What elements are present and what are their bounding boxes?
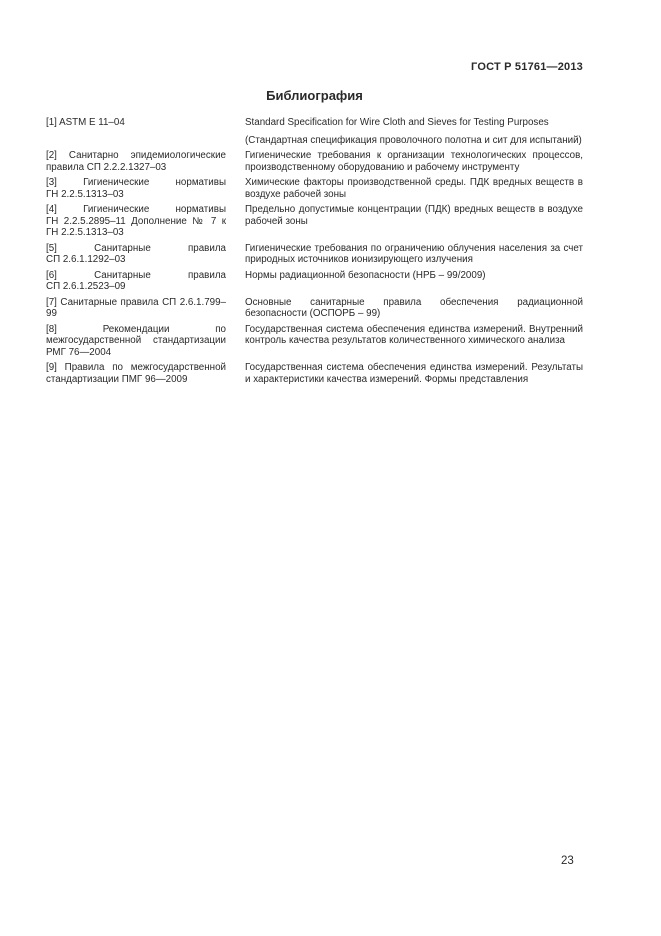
entry-reference: [7] Санитарные правила СП 2.6.1.799–99 xyxy=(46,296,226,319)
bibliography-entry xyxy=(46,297,583,320)
bibliography-entry xyxy=(46,150,583,173)
page-title: Библиография xyxy=(266,88,363,103)
doc-code-header: ГОСТ Р 51761—2013 xyxy=(471,61,583,73)
entry-description xyxy=(245,324,583,359)
entry-description xyxy=(245,204,583,239)
entry-reference: [4] Гигиенические нормативы ГН 2.2.5.2895–11 Дополнение № 7 к ГН 2.2.5.1313–03 xyxy=(46,204,226,238)
entry-reference: [2] Санитарно эпидемиологические правила СП 2.2.2.1327–03 xyxy=(46,150,226,173)
entry-reference: [9] Правила по межгосударственной стандартизации ПМГ 96—2009 xyxy=(46,362,226,385)
bibliography-entry xyxy=(46,270,583,293)
page-content xyxy=(46,61,583,389)
entry-description xyxy=(245,177,583,200)
description-paragraph: Предельно допустимые концентрации (ПДК) вредных веществ в воздухе рабочей зоны xyxy=(245,204,583,227)
entry-description xyxy=(245,243,583,266)
bibliography-entry xyxy=(46,204,583,239)
bibliography-entry xyxy=(46,177,583,200)
description-paragraph: (Стандартная спецификация проволочного полотна и сит для испытаний) xyxy=(245,134,582,146)
bibliography-entry xyxy=(46,324,583,359)
entry-description xyxy=(245,270,583,293)
entry-reference: [1] ASTM E 11–04 xyxy=(46,117,125,128)
description-paragraph: Химические факторы производственной среды. ПДК вредных веществ в воздухе рабочей зоны xyxy=(245,177,583,200)
description-paragraph: Государственная система обеспечения единства измерений. Результаты и характеристики качества измерений. Формы представления xyxy=(245,362,583,385)
bibliography-entry xyxy=(46,362,583,385)
entry-reference: [6] Санитарные правила СП 2.6.1.2523–09 xyxy=(46,269,226,292)
description-paragraph: Основные санитарные правила обеспечения радиационной безопасности (ОСПОРБ – 99) xyxy=(245,296,583,319)
description-paragraph: Standard Specification for Wire Cloth and Sieves for Testing Purposes xyxy=(245,117,549,128)
bibliography-list xyxy=(46,117,583,385)
description-paragraph: Государственная система обеспечения единства измерений. Внутренний контроль качества результатов количественного химического анализа xyxy=(245,323,583,346)
description-paragraph: Нормы радиационной безопасности (НРБ – 99/2009) xyxy=(245,269,486,281)
entry-description xyxy=(245,362,583,385)
entry-description xyxy=(245,150,583,173)
description-paragraph: Гигиенические требования к организации технологических процессов, производственному оборудованию и рабочему инструменту xyxy=(245,150,583,173)
entry-reference: [3] Гигиенические нормативы ГН 2.2.5.1313–03 xyxy=(46,177,226,200)
bibliography-entry xyxy=(46,243,583,266)
description-paragraph: Гигиенические требования по ограничению облучения населения за счет природных источников ионизирующего излучения xyxy=(245,242,583,265)
page-number: 23 xyxy=(561,855,574,867)
entry-description xyxy=(245,297,583,320)
entry-description xyxy=(245,117,583,146)
bibliography-entry xyxy=(46,117,583,146)
entry-reference: [5] Санитарные правила СП 2.6.1.1292–03 xyxy=(46,242,226,265)
entry-reference: [8] Рекомендации по межгосударственной стандартизации РМГ 76—2004 xyxy=(46,323,226,358)
